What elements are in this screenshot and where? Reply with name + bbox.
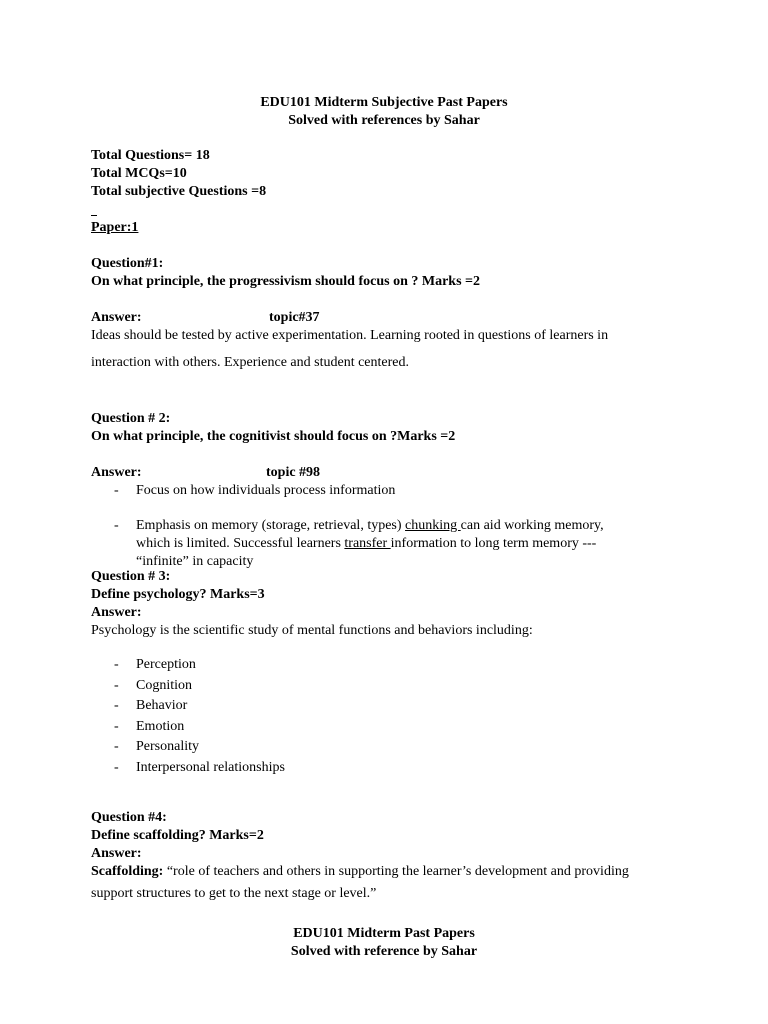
underline-mark (91, 206, 708, 216)
question-2-title: Question # 2: (91, 411, 171, 426)
question-3-text: Define psychology? Marks=3 (91, 587, 265, 602)
total-subjective: Total subjective Questions =8 (91, 184, 267, 199)
answer-2-list (91, 482, 708, 571)
answer-2 (91, 464, 708, 571)
answer-4-label: Answer: (91, 846, 142, 861)
answer-4-line1: Scaffolding: “role of teachers and others in supporting the learner’s development and providing (91, 864, 629, 879)
answer-1-topic: topic#37 (269, 310, 320, 325)
question-1-text: On what principle, the progressivism should focus on ? Marks =2 (91, 274, 481, 289)
question-3 (91, 568, 708, 640)
document-subtitle: Solved with references by Sahar (288, 113, 480, 128)
document-footer (0, 925, 768, 961)
answer-2-topic: topic #98 (266, 465, 321, 480)
list-item: - Interpersonal relationships (114, 759, 285, 775)
total-mcqs: Total MCQs=10 (91, 166, 187, 181)
footer-subtitle: Solved with reference by Sahar (290, 944, 478, 959)
document-title: EDU101 Midterm Subjective Past Papers (260, 95, 508, 110)
list-item: - Emotion (114, 718, 185, 734)
question-2 (91, 410, 708, 446)
question-4-text: Define scaffolding? Marks=2 (91, 828, 264, 843)
answer-4-line2: support structures to get to the next stage or level.” (91, 886, 377, 901)
answer-3-list (91, 655, 708, 778)
question-4-title: Question #4: (91, 810, 167, 825)
list-item: - Cognition (114, 677, 193, 693)
footer-title: EDU101 Midterm Past Papers (293, 926, 475, 941)
question-4 (91, 809, 708, 903)
answer-3-label: Answer: (91, 605, 142, 620)
question-1-title: Question#1: (91, 256, 164, 271)
document-header (0, 94, 768, 130)
answer-1-line1: Ideas should be tested by active experimentation. Learning rooted in questions of learners in (91, 328, 609, 343)
list-item: - Emphasis on memory (storage, retrieval, types) chunking can aid working memory, which is limited. Successful learners transfer information to long term memory --- “infinite” in capacity (114, 518, 604, 569)
list-item: - Focus on how individuals process information (114, 483, 396, 498)
list-item: - Personality (114, 739, 199, 754)
question-3-title: Question # 3: (91, 569, 171, 584)
total-questions: Total Questions= 18 (91, 148, 210, 163)
totals-section (91, 147, 708, 201)
question-2-text: On what principle, the cognitivist should focus on ?Marks =2 (91, 429, 456, 444)
question-1 (91, 255, 708, 291)
list-item: - Behavior (114, 698, 188, 713)
answer-1-label: Answer: (91, 310, 142, 325)
answer-2-label: Answer: (91, 465, 142, 480)
list-item: - Perception (114, 657, 196, 672)
answer-3-text: Psychology is the scientific study of mental functions and behaviors including: (91, 623, 533, 638)
scaffolding-term: Scaffolding: (91, 864, 164, 879)
answer-1-line2: interaction with others. Experience and student centered. (91, 355, 409, 370)
paper-label: Paper:1 (91, 220, 139, 235)
answer-1 (91, 309, 708, 372)
